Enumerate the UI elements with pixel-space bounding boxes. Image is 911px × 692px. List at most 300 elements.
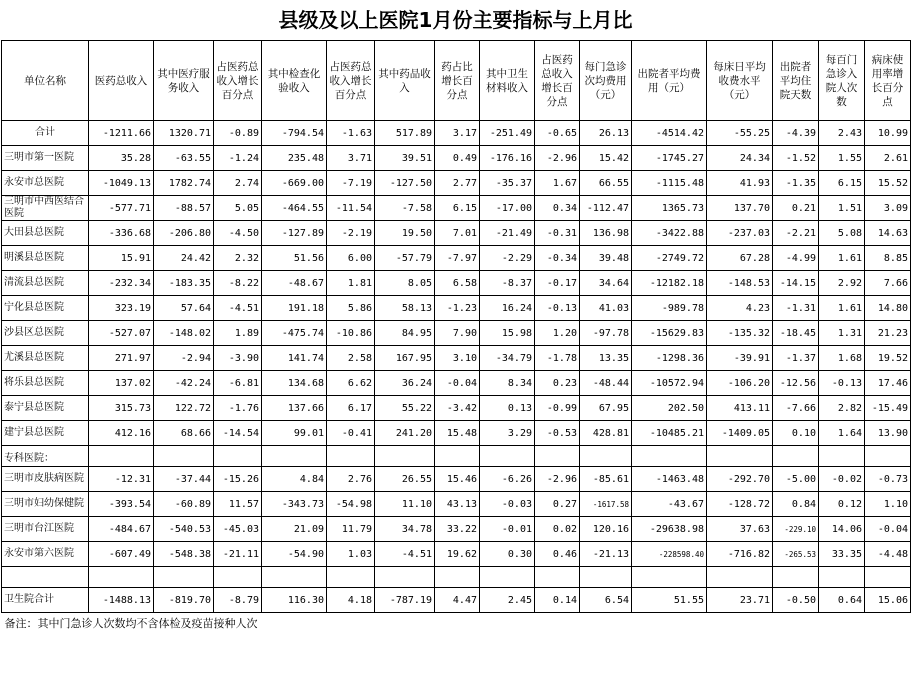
value-cell: -607.49 [89, 542, 154, 567]
value-cell: 36.24 [375, 371, 435, 396]
value-cell: -0.53 [535, 421, 580, 446]
value-cell: -1.52 [773, 146, 819, 171]
value-cell: -206.80 [154, 221, 214, 246]
value-cell: -54.90 [262, 542, 327, 567]
table-row [2, 221, 911, 246]
value-cell: -1463.48 [632, 467, 707, 492]
value-cell: 2.43 [819, 121, 865, 146]
value-cell: -2.29 [480, 246, 535, 271]
value-cell: 7.01 [435, 221, 480, 246]
value-cell: -8.37 [480, 271, 535, 296]
value-cell: 66.55 [580, 171, 632, 196]
value-cell: 120.16 [580, 517, 632, 542]
value-cell: 17.46 [865, 371, 911, 396]
value-cell: 6.54 [580, 588, 632, 613]
value-cell: 134.68 [262, 371, 327, 396]
value-cell: 6.58 [435, 271, 480, 296]
value-cell: -464.55 [262, 196, 327, 221]
value-cell: -0.73 [865, 467, 911, 492]
value-cell: 35.28 [89, 146, 154, 171]
value-cell: -0.03 [480, 492, 535, 517]
value-cell: 2.77 [435, 171, 480, 196]
value-cell: 413.11 [707, 396, 773, 421]
value-cell: 41.03 [580, 296, 632, 321]
value-cell: -2.19 [327, 221, 375, 246]
empty-cell [865, 446, 911, 467]
value-cell: -251.49 [480, 121, 535, 146]
unit-name: 尤溪县总医院 [2, 346, 89, 371]
value-cell: -15.49 [865, 396, 911, 421]
value-cell: -57.79 [375, 246, 435, 271]
value-cell: -475.74 [262, 321, 327, 346]
value-cell: 137.70 [707, 196, 773, 221]
value-cell: 137.02 [89, 371, 154, 396]
value-cell: 2.32 [214, 246, 262, 271]
value-cell: -0.13 [819, 371, 865, 396]
value-cell: 1.68 [819, 346, 865, 371]
value-cell: -128.72 [707, 492, 773, 517]
value-cell: -2749.72 [632, 246, 707, 271]
value-cell: -1745.27 [632, 146, 707, 171]
value-cell: 315.73 [89, 396, 154, 421]
value-cell: 412.16 [89, 421, 154, 446]
value-cell: -4.99 [773, 246, 819, 271]
value-cell: 0.21 [773, 196, 819, 221]
table-row [2, 542, 911, 567]
value-cell: -2.96 [535, 467, 580, 492]
value-cell: -135.32 [707, 321, 773, 346]
value-cell: 0.23 [535, 371, 580, 396]
value-cell: -229.10 [773, 517, 819, 542]
value-cell: -45.03 [214, 517, 262, 542]
value-cell: -1211.66 [89, 121, 154, 146]
value-cell: -18.45 [773, 321, 819, 346]
value-cell: -15.26 [214, 467, 262, 492]
value-cell: -37.44 [154, 467, 214, 492]
unit-name: 清流县总医院 [2, 271, 89, 296]
blank-row [2, 567, 911, 588]
value-cell: 235.48 [262, 146, 327, 171]
value-cell: 14.06 [819, 517, 865, 542]
value-cell: -787.19 [375, 588, 435, 613]
value-cell: -42.24 [154, 371, 214, 396]
table-row [2, 492, 911, 517]
value-cell: -43.67 [632, 492, 707, 517]
empty-cell [707, 446, 773, 467]
unit-name: 三明市第一医院 [2, 146, 89, 171]
value-cell: -17.00 [480, 196, 535, 221]
value-cell: 13.90 [865, 421, 911, 446]
table-row [2, 246, 911, 271]
value-cell: 1782.74 [154, 171, 214, 196]
table-row [2, 171, 911, 196]
value-cell: -4.50 [214, 221, 262, 246]
value-cell: -527.07 [89, 321, 154, 346]
value-cell: 1365.73 [632, 196, 707, 221]
empty-cell [214, 567, 262, 588]
value-cell: 2.45 [480, 588, 535, 613]
total-row [2, 588, 911, 613]
value-cell: 8.34 [480, 371, 535, 396]
value-cell: 1.55 [819, 146, 865, 171]
value-cell: -716.82 [707, 542, 773, 567]
value-cell: -21.49 [480, 221, 535, 246]
note-row [2, 613, 911, 634]
value-cell: 2.76 [327, 467, 375, 492]
value-cell: -63.55 [154, 146, 214, 171]
value-cell: -10485.21 [632, 421, 707, 446]
value-cell: -8.79 [214, 588, 262, 613]
value-cell: 323.19 [89, 296, 154, 321]
value-cell: -127.89 [262, 221, 327, 246]
column-header: 出院者平均费用（元） [632, 41, 707, 121]
empty-cell [773, 567, 819, 588]
value-cell: 67.95 [580, 396, 632, 421]
value-cell: -1.31 [773, 296, 819, 321]
empty-cell [819, 567, 865, 588]
value-cell: 57.64 [154, 296, 214, 321]
value-cell: -7.97 [435, 246, 480, 271]
value-cell: 1.10 [865, 492, 911, 517]
value-cell: -819.70 [154, 588, 214, 613]
value-cell: -0.65 [535, 121, 580, 146]
column-header: 其中检查化验收入 [262, 41, 327, 121]
empty-cell [154, 567, 214, 588]
empty-cell [480, 446, 535, 467]
empty-cell [535, 446, 580, 467]
value-cell: 0.49 [435, 146, 480, 171]
value-cell: 6.00 [327, 246, 375, 271]
value-cell: -393.54 [89, 492, 154, 517]
value-cell: -0.13 [535, 296, 580, 321]
header-row [2, 41, 911, 121]
column-header: 病床使用率增长百分点 [865, 41, 911, 121]
value-cell: -10.86 [327, 321, 375, 346]
column-header: 每床日平均收费水平（元） [707, 41, 773, 121]
value-cell: 2.92 [819, 271, 865, 296]
table-body [2, 41, 911, 634]
value-cell: -7.58 [375, 196, 435, 221]
value-cell: 55.22 [375, 396, 435, 421]
value-cell: 3.10 [435, 346, 480, 371]
table-row [2, 296, 911, 321]
value-cell: 33.35 [819, 542, 865, 567]
unit-name: 三明市皮肤病医院 [2, 467, 89, 492]
value-cell: 0.02 [535, 517, 580, 542]
value-cell: -265.53 [773, 542, 819, 567]
value-cell: -0.01 [480, 517, 535, 542]
value-cell: 99.01 [262, 421, 327, 446]
value-cell: -3.42 [435, 396, 480, 421]
value-cell: -669.00 [262, 171, 327, 196]
value-cell: 0.13 [480, 396, 535, 421]
value-cell: 33.22 [435, 517, 480, 542]
value-cell: 14.80 [865, 296, 911, 321]
value-cell: 0.30 [480, 542, 535, 567]
value-cell: 51.56 [262, 246, 327, 271]
value-cell: 15.42 [580, 146, 632, 171]
value-cell: 14.63 [865, 221, 911, 246]
value-cell: -0.34 [535, 246, 580, 271]
value-cell: 68.66 [154, 421, 214, 446]
value-cell: 6.62 [327, 371, 375, 396]
value-cell: 5.86 [327, 296, 375, 321]
value-cell: 23.71 [707, 588, 773, 613]
value-cell: 15.46 [435, 467, 480, 492]
value-cell: -15629.83 [632, 321, 707, 346]
value-cell: 1.03 [327, 542, 375, 567]
value-cell: -540.53 [154, 517, 214, 542]
value-cell: 0.10 [773, 421, 819, 446]
value-cell: -1.23 [435, 296, 480, 321]
column-header: 其中医疗服务收入 [154, 41, 214, 121]
value-cell: -35.37 [480, 171, 535, 196]
value-cell: 43.13 [435, 492, 480, 517]
unit-name: 将乐县总医院 [2, 371, 89, 396]
value-cell: -577.71 [89, 196, 154, 221]
value-cell: 271.97 [89, 346, 154, 371]
value-cell: 116.30 [262, 588, 327, 613]
table-row [2, 196, 911, 221]
value-cell: -4514.42 [632, 121, 707, 146]
unit-name: 合计 [2, 121, 89, 146]
empty-cell [214, 446, 262, 467]
value-cell: -794.54 [262, 121, 327, 146]
value-cell: -1298.36 [632, 346, 707, 371]
value-cell: 0.14 [535, 588, 580, 613]
value-cell: -0.17 [535, 271, 580, 296]
value-cell: -6.26 [480, 467, 535, 492]
empty-cell [865, 567, 911, 588]
value-cell: 15.91 [89, 246, 154, 271]
value-cell: -336.68 [89, 221, 154, 246]
unit-name: 泰宁县总医院 [2, 396, 89, 421]
value-cell: -2.94 [154, 346, 214, 371]
value-cell: -2.96 [535, 146, 580, 171]
value-cell: -484.67 [89, 517, 154, 542]
table-row [2, 146, 911, 171]
value-cell: 0.46 [535, 542, 580, 567]
empty-cell [773, 446, 819, 467]
empty-cell [480, 567, 535, 588]
value-cell: 15.52 [865, 171, 911, 196]
value-cell: -183.35 [154, 271, 214, 296]
value-cell: 0.64 [819, 588, 865, 613]
value-cell: 1.61 [819, 246, 865, 271]
value-cell: 4.84 [262, 467, 327, 492]
value-cell: 137.66 [262, 396, 327, 421]
unit-name: 三明市台江医院 [2, 517, 89, 542]
value-cell: -2.21 [773, 221, 819, 246]
value-cell: 122.72 [154, 396, 214, 421]
report-title: 县级及以上医院1月份主要指标与上月比 [278, 8, 633, 32]
value-cell: -1.35 [773, 171, 819, 196]
value-cell: -48.44 [580, 371, 632, 396]
value-cell: 5.08 [819, 221, 865, 246]
column-header: 占医药总收入增长百分点 [535, 41, 580, 121]
value-cell: -10572.94 [632, 371, 707, 396]
column-header: 医药总收入 [89, 41, 154, 121]
value-cell: 1.81 [327, 271, 375, 296]
empty-cell [262, 567, 327, 588]
value-cell: 7.90 [435, 321, 480, 346]
value-cell: -176.16 [480, 146, 535, 171]
empty-cell [89, 446, 154, 467]
value-cell: 19.52 [865, 346, 911, 371]
value-cell: -21.11 [214, 542, 262, 567]
table-row [2, 271, 911, 296]
value-cell: 19.62 [435, 542, 480, 567]
table-row [2, 421, 911, 446]
value-cell: -5.00 [773, 467, 819, 492]
value-cell: -292.70 [707, 467, 773, 492]
indicator-table [1, 40, 911, 633]
value-cell: 34.78 [375, 517, 435, 542]
value-cell: -8.22 [214, 271, 262, 296]
value-cell: 136.98 [580, 221, 632, 246]
value-cell: 1.67 [535, 171, 580, 196]
value-cell: 6.15 [819, 171, 865, 196]
unit-name: 永安市总医院 [2, 171, 89, 196]
unit-name: 永安市第六医院 [2, 542, 89, 567]
value-cell: 11.79 [327, 517, 375, 542]
empty-cell [89, 567, 154, 588]
value-cell: 3.29 [480, 421, 535, 446]
value-cell: -88.57 [154, 196, 214, 221]
value-cell: -6.81 [214, 371, 262, 396]
value-cell: 2.58 [327, 346, 375, 371]
empty-cell [262, 446, 327, 467]
value-cell: -0.04 [435, 371, 480, 396]
value-cell: 2.74 [214, 171, 262, 196]
value-cell: -1.78 [535, 346, 580, 371]
value-cell: -0.31 [535, 221, 580, 246]
unit-name: 明溪县总医院 [2, 246, 89, 271]
value-cell: -7.19 [327, 171, 375, 196]
value-cell: -29638.98 [632, 517, 707, 542]
empty-cell [632, 446, 707, 467]
value-cell: -4.48 [865, 542, 911, 567]
value-cell: 11.57 [214, 492, 262, 517]
value-cell: -343.73 [262, 492, 327, 517]
value-cell: 517.89 [375, 121, 435, 146]
empty-cell [375, 446, 435, 467]
value-cell: 0.12 [819, 492, 865, 517]
value-cell: 39.51 [375, 146, 435, 171]
value-cell: 16.24 [480, 296, 535, 321]
value-cell: 3.09 [865, 196, 911, 221]
value-cell: 37.63 [707, 517, 773, 542]
value-cell: -4.51 [375, 542, 435, 567]
table-row [2, 467, 911, 492]
empty-cell [2, 567, 89, 588]
value-cell: -112.47 [580, 196, 632, 221]
value-cell: 1320.71 [154, 121, 214, 146]
empty-cell [375, 567, 435, 588]
empty-cell [632, 567, 707, 588]
value-cell: 6.17 [327, 396, 375, 421]
value-cell: -12.56 [773, 371, 819, 396]
value-cell: 26.55 [375, 467, 435, 492]
unit-name: 卫生院合计 [2, 588, 89, 613]
value-cell: -12182.18 [632, 271, 707, 296]
value-cell: -1617.58 [580, 492, 632, 517]
value-cell: -1115.48 [632, 171, 707, 196]
value-cell: 39.48 [580, 246, 632, 271]
column-header: 药占比增长百分点 [435, 41, 480, 121]
value-cell: 7.66 [865, 271, 911, 296]
value-cell: -7.66 [773, 396, 819, 421]
value-cell: -39.91 [707, 346, 773, 371]
value-cell: 21.09 [262, 517, 327, 542]
empty-cell [435, 567, 480, 588]
value-cell: -1.76 [214, 396, 262, 421]
value-cell: -4.51 [214, 296, 262, 321]
unit-name: 建宁县总医院 [2, 421, 89, 446]
value-cell: 4.18 [327, 588, 375, 613]
value-cell: 24.42 [154, 246, 214, 271]
value-cell: -3422.88 [632, 221, 707, 246]
empty-cell [580, 446, 632, 467]
value-cell: -1.63 [327, 121, 375, 146]
value-cell: 1.51 [819, 196, 865, 221]
value-cell: -21.13 [580, 542, 632, 567]
empty-cell [327, 446, 375, 467]
value-cell: 67.28 [707, 246, 773, 271]
column-header: 占医药总收入增长百分点 [327, 41, 375, 121]
value-cell: -0.04 [865, 517, 911, 542]
value-cell: -0.99 [535, 396, 580, 421]
value-cell: -3.90 [214, 346, 262, 371]
empty-cell [154, 446, 214, 467]
value-cell: -11.54 [327, 196, 375, 221]
column-header: 每百门急诊入院人次数 [819, 41, 865, 121]
value-cell: -0.02 [819, 467, 865, 492]
value-cell: -1409.05 [707, 421, 773, 446]
table-row [2, 396, 911, 421]
value-cell: 0.84 [773, 492, 819, 517]
value-cell: -4.39 [773, 121, 819, 146]
unit-name: 宁化县总医院 [2, 296, 89, 321]
value-cell: -85.61 [580, 467, 632, 492]
table-row [2, 346, 911, 371]
section-label: 专科医院： [2, 446, 89, 467]
value-cell: 11.10 [375, 492, 435, 517]
value-cell: -0.89 [214, 121, 262, 146]
value-cell: 5.05 [214, 196, 262, 221]
column-header: 出院者平均住院天数 [773, 41, 819, 121]
value-cell: -228598.40 [632, 542, 707, 567]
value-cell: -54.98 [327, 492, 375, 517]
value-cell: -55.25 [707, 121, 773, 146]
column-header: 其中药品收入 [375, 41, 435, 121]
value-cell: 24.34 [707, 146, 773, 171]
value-cell: -0.41 [327, 421, 375, 446]
table-row [2, 371, 911, 396]
value-cell: 8.85 [865, 246, 911, 271]
value-cell: -106.20 [707, 371, 773, 396]
value-cell: -12.31 [89, 467, 154, 492]
value-cell: -232.34 [89, 271, 154, 296]
column-header: 单位名称 [2, 41, 89, 121]
column-header: 每门急诊次均费用（元） [580, 41, 632, 121]
value-cell: -14.15 [773, 271, 819, 296]
value-cell: -48.67 [262, 271, 327, 296]
table-row [2, 321, 911, 346]
value-cell: 51.55 [632, 588, 707, 613]
value-cell: 1.89 [214, 321, 262, 346]
value-cell: -0.50 [773, 588, 819, 613]
